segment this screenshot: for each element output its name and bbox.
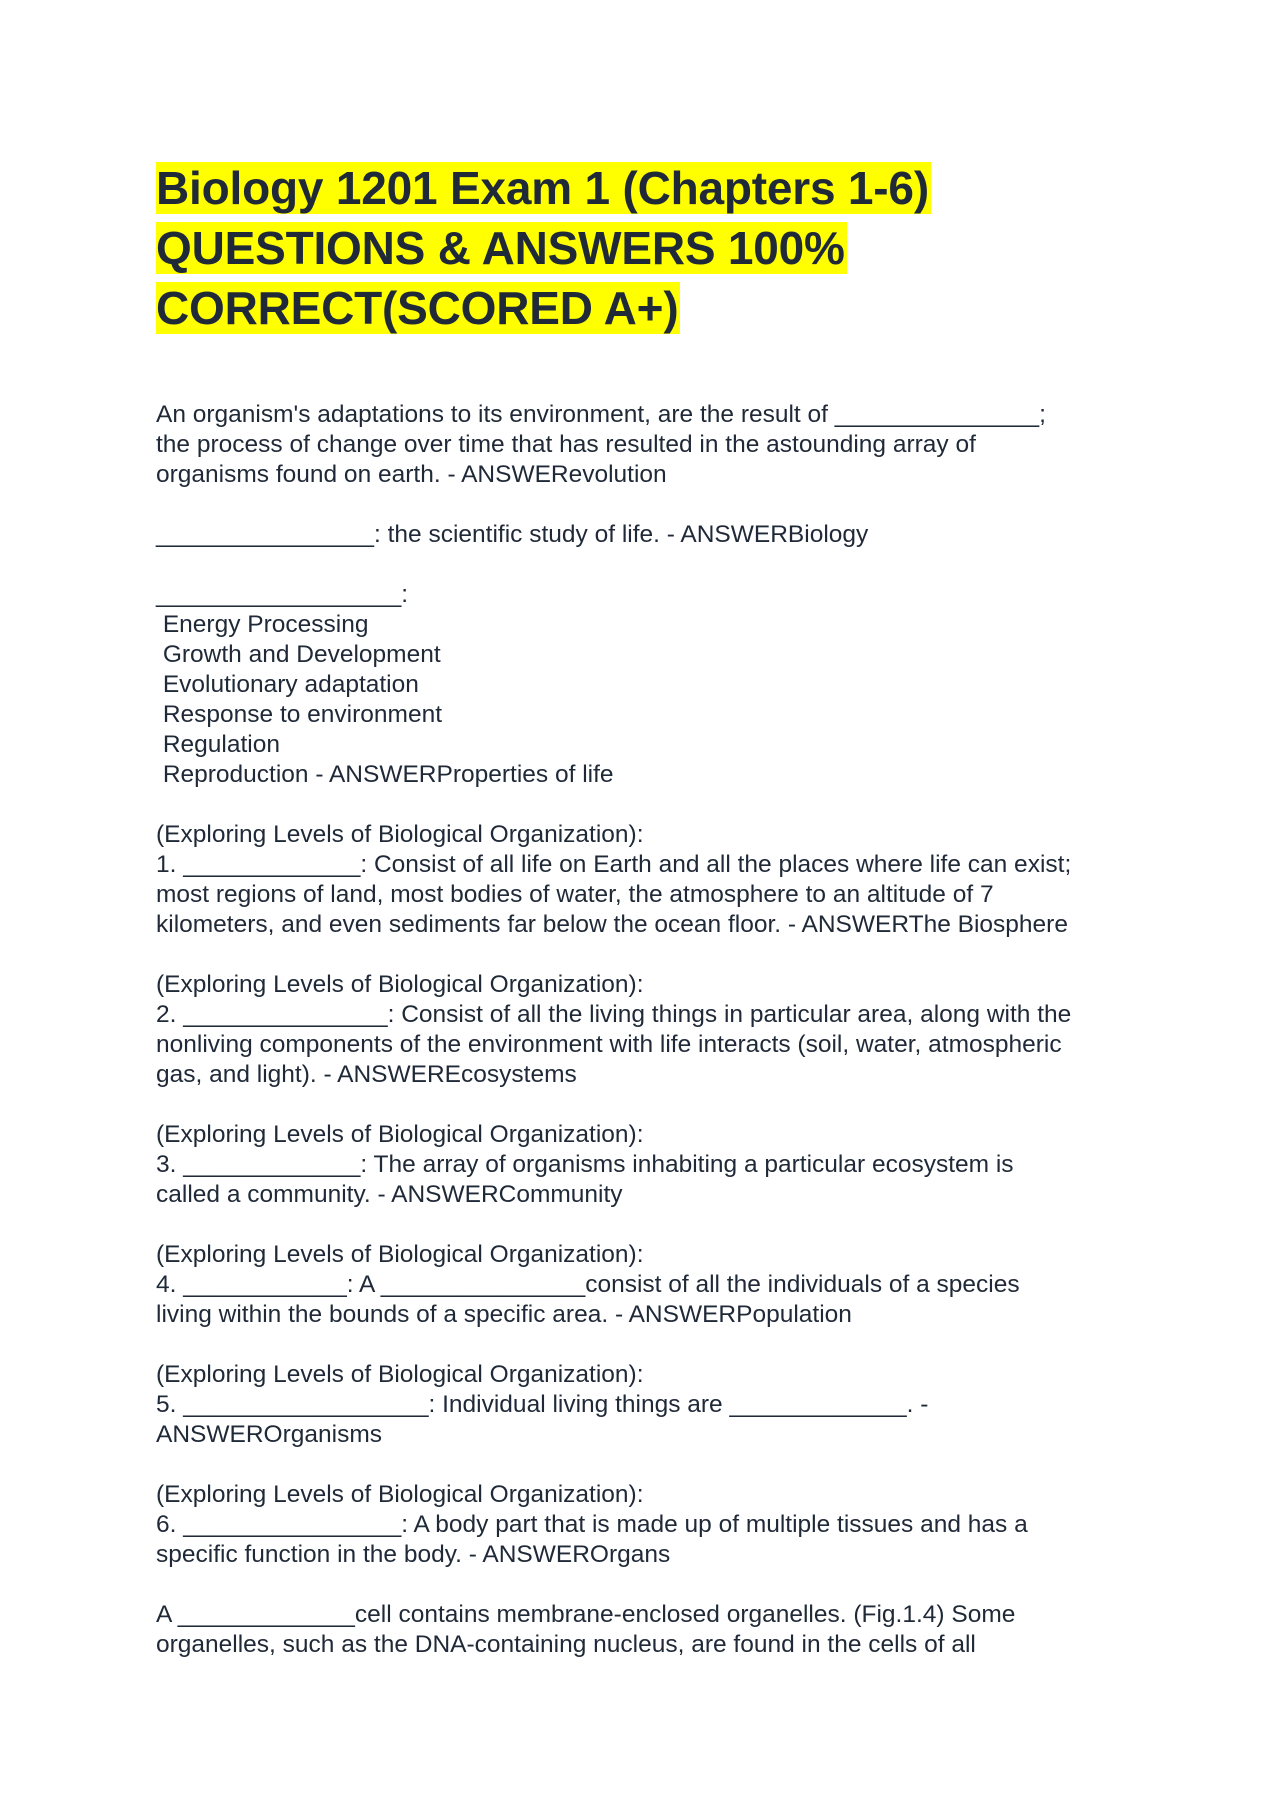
qa-line: 1. _____________: Consist of all life on Earth and all the places where life can exist; — [156, 851, 1072, 878]
qa-line: Growth and Development — [156, 641, 441, 668]
qa-item — [156, 820, 1136, 940]
qa-line: nonliving components of the environment with life interacts (soil, water, atmospheric — [156, 1031, 1062, 1058]
qa-line: 3. _____________: The array of organisms inhabiting a particular ecosystem is — [156, 1151, 1014, 1178]
qa-line: 6. ________________: A body part that is made up of multiple tissues and has a — [156, 1511, 1028, 1538]
qa-line: organisms found on earth. - ANSWERevolution — [156, 461, 667, 488]
title-line-2: QUESTIONS & ANSWERS 100% — [156, 222, 845, 274]
qa-item — [156, 1360, 1136, 1450]
qa-line: living within the bounds of a specific area. - ANSWERPopulation — [156, 1301, 852, 1328]
qa-item — [156, 1600, 1136, 1660]
qa-item — [156, 970, 1136, 1090]
document-page — [156, 158, 1136, 1690]
qa-line: __________________: — [156, 581, 409, 608]
qa-line: Regulation — [156, 731, 280, 758]
qa-line: Energy Processing — [156, 611, 369, 638]
qa-line: gas, and light). - ANSWEREcosystems — [156, 1061, 577, 1088]
qa-line: Reproduction - ANSWERProperties of life — [156, 761, 614, 788]
qa-line: (Exploring Levels of Biological Organization): — [156, 971, 644, 998]
qa-line: A _____________cell contains membrane-enclosed organelles. (Fig.1.4) Some — [156, 1601, 1016, 1628]
qa-item — [156, 1240, 1136, 1330]
qa-line: specific function in the body. - ANSWEROrgans — [156, 1541, 671, 1568]
qa-line: the process of change over time that has resulted in the astounding array of — [156, 431, 976, 458]
qa-line: organelles, such as the DNA-containing nucleus, are found in the cells of all — [156, 1631, 976, 1658]
qa-line: 5. __________________: Individual living things are _____________. - — [156, 1391, 929, 1418]
title-line-1: Biology 1201 Exam 1 (Chapters 1-6) — [156, 162, 929, 214]
qa-item — [156, 1480, 1136, 1570]
qa-line: 4. ____________: A _______________consist of all the individuals of a species — [156, 1271, 1020, 1298]
document-title — [156, 158, 1136, 338]
qa-line: (Exploring Levels of Biological Organization): — [156, 821, 644, 848]
qa-line: ________________: the scientific study of life. - ANSWERBiology — [156, 521, 869, 548]
qa-line: (Exploring Levels of Biological Organization): — [156, 1241, 644, 1268]
qa-line: Response to environment — [156, 701, 443, 728]
title-line-3: CORRECT(SCORED A+) — [156, 282, 679, 334]
qa-line: Evolutionary adaptation — [156, 671, 419, 698]
qa-line: most regions of land, most bodies of water, the atmosphere to an altitude of 7 — [156, 881, 994, 908]
qa-line: An organism's adaptations to its environment, are the result of _______________; — [156, 401, 1046, 428]
qa-line: called a community. - ANSWERCommunity — [156, 1181, 623, 1208]
qa-item — [156, 520, 1136, 550]
qa-line: kilometers, and even sediments far below the ocean floor. - ANSWERThe Biosphere — [156, 911, 1068, 938]
qa-line: (Exploring Levels of Biological Organization): — [156, 1121, 644, 1148]
qa-item — [156, 580, 1136, 790]
qa-list — [156, 400, 1136, 1660]
qa-line: 2. _______________: Consist of all the living things in particular area, along with the — [156, 1001, 1072, 1028]
qa-line: (Exploring Levels of Biological Organization): — [156, 1481, 644, 1508]
qa-item — [156, 400, 1136, 490]
qa-line: ANSWEROrganisms — [156, 1421, 382, 1448]
qa-line: (Exploring Levels of Biological Organization): — [156, 1361, 644, 1388]
qa-item — [156, 1120, 1136, 1210]
